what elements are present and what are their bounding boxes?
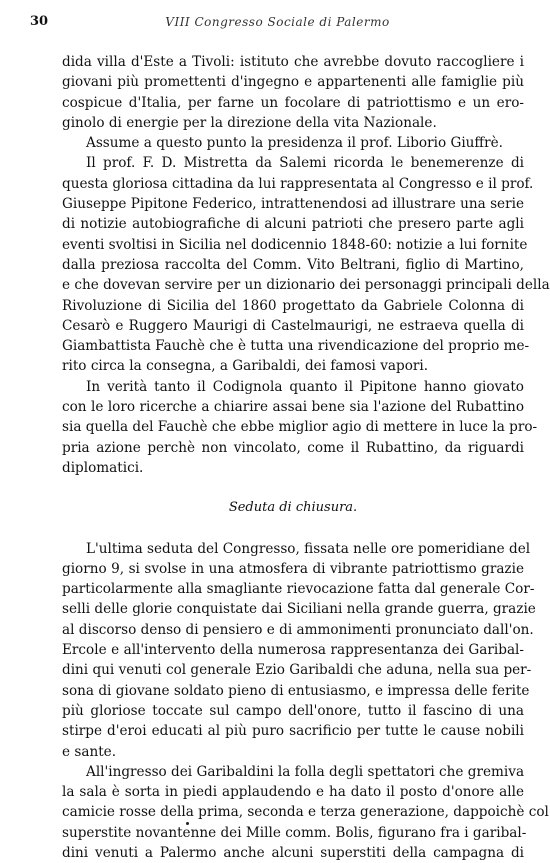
- paragraph-continuation: [62, 52, 524, 133]
- text-line: con le loro ricerche a chiarire assai bene sia l'azione del Rubattino: [62, 399, 524, 416]
- text-line: giorno 9, si svolse in una atmosfera di vibrante patriottismo grazie: [62, 560, 524, 577]
- text-line: al discorso denso di pensiero e di ammonimenti pronunciato dall'on.: [62, 621, 534, 638]
- text-line: sia quella del Fauchè che ebbe miglior agio di mettere in luce la pro-: [62, 419, 538, 436]
- text-line: pria azione perchè non vincolato, come il Rubattino, da riguardi: [62, 439, 524, 456]
- text-line: dini venuti a Palermo anche alcuni superstiti della campagna di: [62, 844, 524, 861]
- text-line: L'ultima seduta del Congresso, fissata nelle ore pomeridiane del: [86, 540, 531, 557]
- text-line: ginolo di energie per la direzione della vita Nazionale.: [62, 114, 437, 131]
- page-header: [30, 14, 525, 34]
- text-line: cospicue d'Italia, per farne un focolare di patriottismo e un ero-: [62, 94, 524, 111]
- paragraph-ingresso: [62, 762, 549, 863]
- text-line: dini qui venuti col generale Ezio Garibaldi che aduna, nella sua per-: [62, 662, 532, 679]
- paragraph-presidency: [62, 133, 524, 153]
- paragraph-ultima-seduta: [62, 539, 536, 762]
- text-line: particolarmente alla smagliante rievocazione fatta dal generale Cor-: [62, 581, 535, 598]
- text-line: superstite novantenne dei Mille comm. Bolis, figurano fra i garibal-: [62, 824, 527, 841]
- text-line: e sante.: [62, 743, 117, 760]
- text-line: eventi svoltisi in Sicilia nel dodicennio 1848-60: notizie a lui fornite: [62, 236, 528, 253]
- text-line: dalla preziosa raccolta del Comm. Vito Beltrani, figlio di Martino,: [62, 256, 524, 273]
- text-line: sona di giovane soldato pieno di entusiasmo, e impressa delle ferite: [62, 682, 530, 699]
- text-line: di notizie autobiografiche di alcuni patrioti che presero parte agli: [62, 216, 524, 233]
- text-line: giovani più promettenti d'ingegno e appartenenti alle famiglie più: [62, 74, 524, 91]
- text-line: questa gloriosa cittadina da lui rappresentata al Congresso e il prof.: [62, 175, 534, 192]
- text-line: Giambattista Fauchè che è tutta una rivendicazione del proprio me-: [62, 338, 530, 355]
- paragraph-mistretta: [62, 153, 550, 376]
- text-line: camicie rosse della prima, seconda e terza generazione, dappoichè col: [62, 804, 549, 821]
- text-line: rito circa la consegna, a Garibaldi, dei famosi vapori.: [62, 358, 429, 375]
- print-speck: [186, 822, 189, 825]
- text-line: Ercole e all'intervento della numerosa rappresentanza dei Garibal-: [62, 642, 524, 659]
- text-line: stirpe d'eroi educati al più puro sacrificio per tutte le cause nobili: [62, 723, 524, 740]
- text-line: selli delle glorie conquistate dai Siciliani nella grande guerra, grazie: [62, 601, 536, 618]
- text-line: In verità tanto il Codignola quanto il Pipitone hanno giovato: [86, 378, 524, 395]
- text-line: All'ingresso dei Garibaldini la folla degli spettatori che gremiva: [86, 763, 525, 780]
- running-head: VIII Congresso Sociale di Palermo: [165, 15, 390, 29]
- text-line: Cesarò e Ruggero Maurigi di Castelmaurigi, ne estraeva quella di: [62, 317, 524, 334]
- text-line: dida villa d'Este a Tivoli: istituto che avrebbe dovuto raccogliere i: [62, 54, 524, 70]
- text-line: più gloriose toccate sul campo dell'onore, tutto il fascino di una: [62, 702, 524, 719]
- text-line: Rivoluzione di Sicilia del 1860 progettato da Gabriele Colonna di: [62, 297, 524, 314]
- text-line: la sala è sorta in piedi applaudendo e ha dato il posto d'onore alle: [62, 784, 524, 801]
- page-number: 30: [30, 14, 49, 29]
- paragraph-verita: [62, 377, 538, 478]
- text-line: Assume a questo punto la presidenza il prof. Liborio Giuffrè.: [86, 135, 503, 152]
- section-heading: Seduta di chiusura.: [228, 500, 358, 516]
- text-line: Il prof. F. D. Mistretta da Salemi ricorda le benemerenze di: [86, 155, 524, 172]
- text-line: diplomatici.: [62, 459, 144, 476]
- text-line: e che dovevan servire per un dizionario dei personaggi principali della: [62, 277, 550, 294]
- text-line: Giuseppe Pipitone Federico, intrattenendosi ad illustrare una serie: [62, 196, 524, 213]
- body-text: [62, 52, 550, 863]
